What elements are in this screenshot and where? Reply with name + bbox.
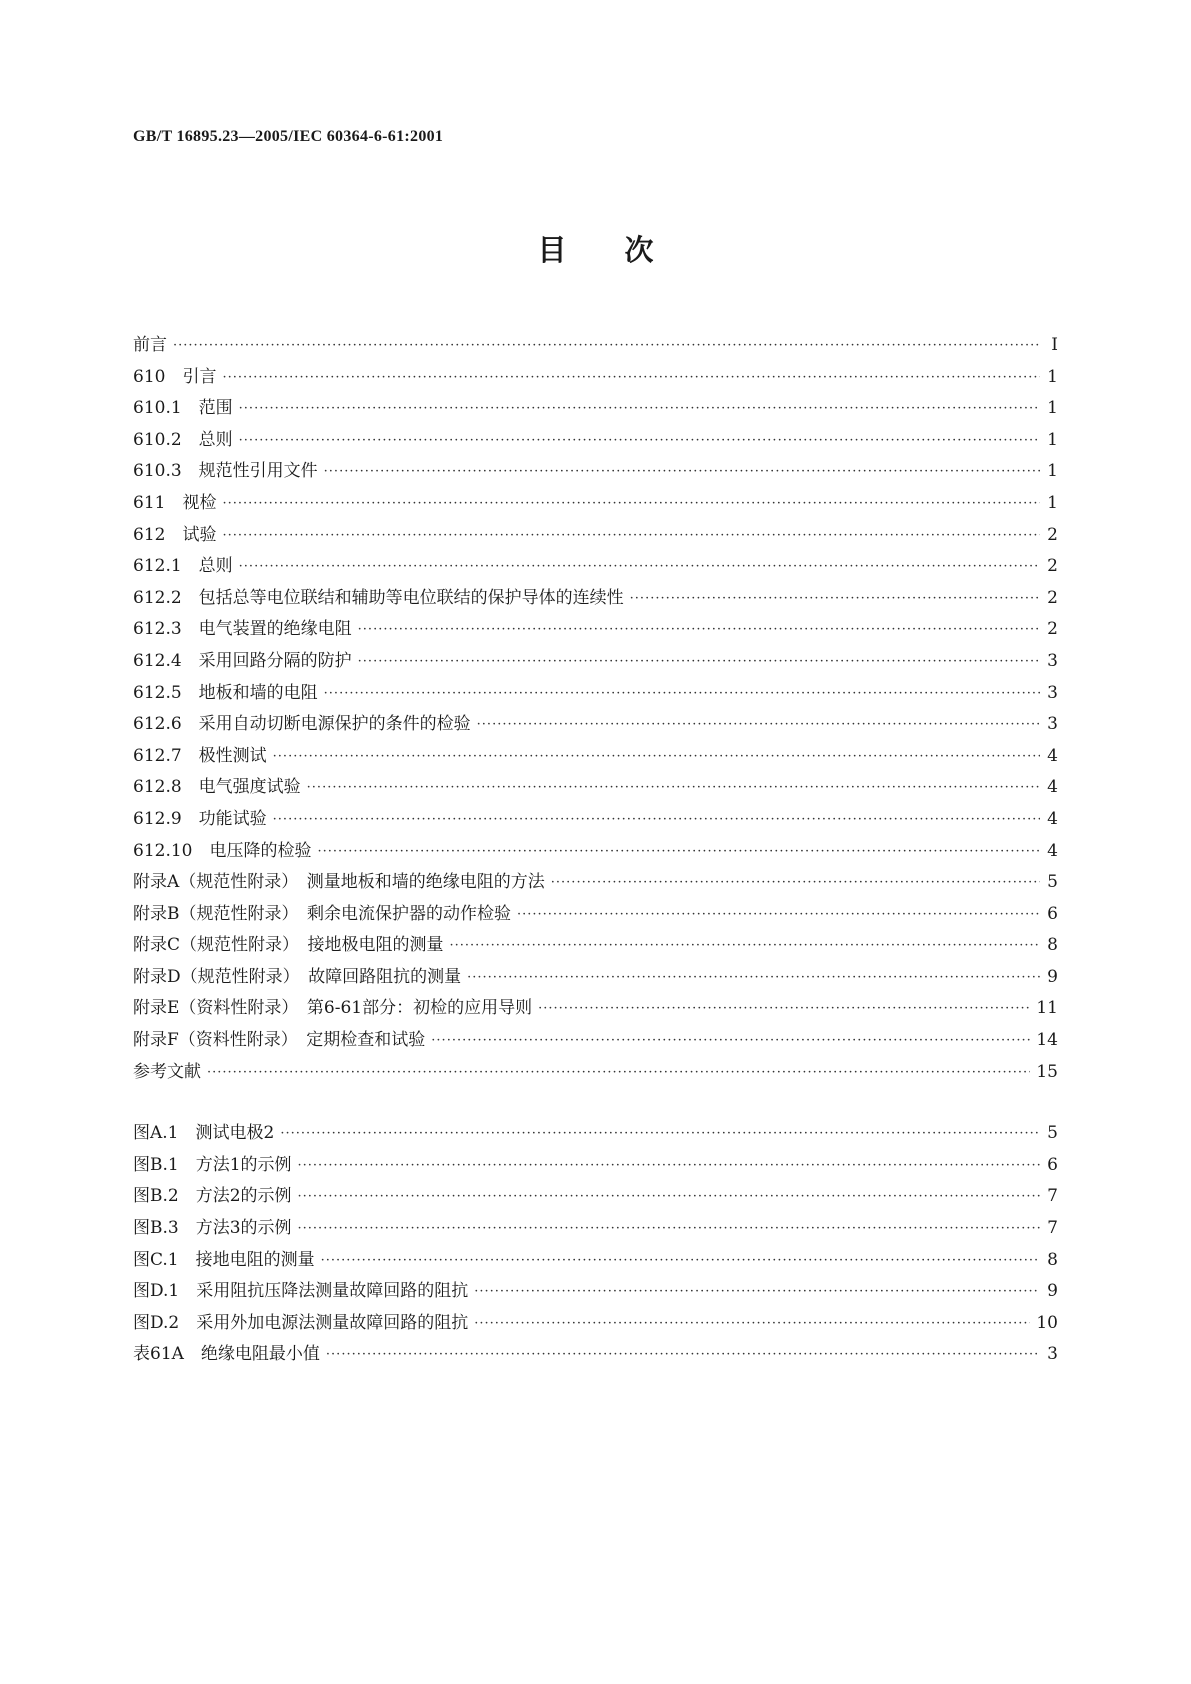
toc-entry-label: 612.3 电气装置的绝缘电阻	[133, 619, 352, 640]
toc-entry-label: 参考文献	[133, 1061, 201, 1082]
toc-entry-page: 2	[1047, 524, 1058, 545]
toc-entry-page: 7	[1047, 1186, 1058, 1207]
dot-leader	[551, 867, 1040, 899]
toc-section-entry[interactable]	[133, 646, 1058, 678]
dot-leader	[517, 899, 1040, 931]
toc-entry-page: 10	[1036, 1312, 1058, 1333]
toc-entry-page: 4	[1047, 808, 1058, 829]
toc-entry-label: 612 试验	[133, 524, 217, 545]
toc-entry-label: 图B.1 方法1的示例	[133, 1154, 292, 1175]
toc-entry-page: 1	[1047, 398, 1058, 419]
toc-figure-entry[interactable]	[133, 1339, 1058, 1371]
toc-figure-entry[interactable]	[133, 1308, 1058, 1340]
toc-entry-label: 附录E（资料性附录） 第6-61部分：初检的应用导则	[133, 998, 533, 1019]
toc-entry-page: 6	[1047, 903, 1058, 924]
page-title: 目次	[537, 233, 712, 267]
dot-leader	[298, 1150, 1040, 1182]
toc-divider-gap	[133, 1088, 1058, 1118]
toc-entry-label: 图D.1 采用阻抗压降法测量故障回路的阻抗	[133, 1281, 469, 1302]
toc-entry-page: 3	[1047, 1344, 1058, 1365]
toc-entry-label: 612.1 总则	[133, 556, 233, 577]
toc-entry-label: 611 视检	[133, 492, 217, 513]
toc-entry-label: 610.2 总则	[133, 429, 233, 450]
toc-entry-label: 610.1 范围	[133, 398, 233, 419]
toc-entry-page: 8	[1047, 935, 1058, 956]
toc-section-entry[interactable]	[133, 930, 1058, 962]
toc-sections	[133, 330, 1058, 1088]
toc-section-entry[interactable]	[133, 362, 1058, 394]
toc-figure-entry[interactable]	[133, 1181, 1058, 1213]
toc-entry-label: 附录F（资料性附录） 定期检查和试验	[133, 1030, 426, 1051]
toc-entry-page: 3	[1047, 682, 1058, 703]
toc-section-entry[interactable]	[133, 993, 1058, 1025]
toc-entry-page: 1	[1047, 366, 1058, 387]
toc-entry-page: 5	[1047, 1123, 1058, 1144]
toc-entry-label: 610 引言	[133, 366, 217, 387]
dot-leader	[239, 551, 1040, 583]
toc-section-entry[interactable]	[133, 899, 1058, 931]
toc-entry-page: Ⅰ	[1051, 335, 1058, 355]
dot-leader	[467, 962, 1040, 994]
dot-leader	[358, 614, 1040, 646]
dot-leader	[431, 1025, 1030, 1057]
dot-leader	[324, 456, 1040, 488]
toc-entry-label: 612.2 包括总等电位联结和辅助等电位联结的保护导体的连续性	[133, 587, 624, 608]
toc-section-entry[interactable]	[133, 425, 1058, 457]
toc-entry-label: 图B.3 方法3的示例	[133, 1218, 292, 1239]
toc-entry-label: 612.4 采用回路分隔的防护	[133, 650, 352, 671]
dot-leader	[324, 678, 1040, 710]
dot-leader	[239, 425, 1040, 457]
toc-entry-page: 2	[1047, 619, 1058, 640]
toc-entry-page: 2	[1047, 587, 1058, 608]
toc-entry-page: 11	[1036, 998, 1058, 1019]
toc-entry-page: 3	[1047, 650, 1058, 671]
toc-section-entry[interactable]	[133, 393, 1058, 425]
toc-entry-label: 表61A 绝缘电阻最小值	[133, 1344, 320, 1365]
dot-leader	[298, 1213, 1040, 1245]
dot-leader	[630, 583, 1040, 615]
dot-leader	[538, 993, 1030, 1025]
toc-entry-page: 8	[1047, 1249, 1058, 1270]
toc-section-entry[interactable]	[133, 583, 1058, 615]
toc-figure-entry[interactable]	[133, 1276, 1058, 1308]
dot-leader	[222, 362, 1040, 394]
standard-number: GB/T 16895.23—2005/IEC 60364-6-61:2001	[133, 128, 444, 145]
toc-entry-page: 9	[1047, 1281, 1058, 1302]
dot-leader	[450, 930, 1040, 962]
toc-entry-page: 9	[1047, 966, 1058, 987]
dot-leader	[358, 646, 1040, 678]
toc-entry-page: 6	[1047, 1154, 1058, 1175]
toc-entry-page: 5	[1047, 872, 1058, 893]
dot-leader	[298, 1181, 1040, 1213]
toc-section-entry[interactable]	[133, 1057, 1058, 1089]
toc-section-entry[interactable]	[133, 709, 1058, 741]
dot-leader	[239, 393, 1040, 425]
toc-entry-label: 图C.1 接地电阻的测量	[133, 1249, 315, 1270]
dot-leader	[321, 1245, 1040, 1277]
toc-entry-label: 612.8 电气强度试验	[133, 777, 301, 798]
toc-entry-page: 4	[1047, 840, 1058, 861]
toc-section-entry[interactable]	[133, 614, 1058, 646]
toc-entry-label: 612.6 采用自动切断电源保护的条件的检验	[133, 714, 471, 735]
dot-leader	[317, 836, 1040, 868]
dot-leader	[222, 488, 1040, 520]
dot-leader	[273, 741, 1040, 773]
dot-leader	[273, 804, 1040, 836]
toc-entry-label: 610.3 规范性引用文件	[133, 461, 318, 482]
toc-figure-entry[interactable]	[133, 1150, 1058, 1182]
toc-entry-page: 1	[1047, 429, 1058, 450]
toc-entry-page: 4	[1047, 777, 1058, 798]
toc-entry-page: 1	[1047, 492, 1058, 513]
toc-section-entry[interactable]	[133, 741, 1058, 773]
toc-section-entry[interactable]	[133, 1025, 1058, 1057]
toc-section-entry[interactable]	[133, 678, 1058, 710]
toc-section-entry[interactable]	[133, 962, 1058, 994]
toc-figure-entry[interactable]	[133, 1213, 1058, 1245]
toc-entry-label: 附录C（规范性附录） 接地极电阻的测量	[133, 935, 444, 956]
toc-section-entry[interactable]	[133, 488, 1058, 520]
toc-entry-page: 15	[1036, 1061, 1058, 1082]
toc-entry-page: 1	[1047, 461, 1058, 482]
dot-leader	[307, 772, 1040, 804]
toc-entry-label: 图A.1 测试电极2	[133, 1123, 275, 1144]
toc-entry-label: 附录D（规范性附录） 故障回路阻抗的测量	[133, 966, 462, 987]
toc-section-entry[interactable]	[133, 867, 1058, 899]
dot-leader	[280, 1118, 1040, 1150]
toc-section-entry[interactable]	[133, 804, 1058, 836]
dot-leader	[207, 1057, 1030, 1089]
toc-entry-page: 4	[1047, 745, 1058, 766]
dot-leader	[474, 1276, 1040, 1308]
toc-figures	[133, 1118, 1058, 1371]
dot-leader	[477, 709, 1040, 741]
toc-entry-label: 612.5 地板和墙的电阻	[133, 682, 318, 703]
dot-leader	[326, 1339, 1040, 1371]
toc-section-entry[interactable]	[133, 836, 1058, 868]
toc-section-entry[interactable]	[133, 456, 1058, 488]
toc-section-entry[interactable]	[133, 551, 1058, 583]
toc-entry-label: 附录A（规范性附录） 测量地板和墙的绝缘电阻的方法	[133, 872, 545, 893]
dot-leader	[222, 520, 1040, 552]
toc-entry-label: 612.9 功能试验	[133, 808, 267, 829]
toc-figure-entry[interactable]	[133, 1118, 1058, 1150]
toc-entry-label: 图B.2 方法2的示例	[133, 1186, 292, 1207]
toc-entry-page: 2	[1047, 556, 1058, 577]
toc-entry-label: 附录B（规范性附录） 剩余电流保护器的动作检验	[133, 903, 511, 924]
toc-entry-page: 7	[1047, 1218, 1058, 1239]
dot-leader	[474, 1308, 1030, 1340]
toc-entry-label: 前言	[133, 335, 167, 355]
toc-entry-page: 14	[1036, 1030, 1058, 1051]
toc-section-entry[interactable]	[133, 520, 1058, 552]
dot-leader	[173, 330, 1040, 362]
table-of-contents	[133, 330, 1058, 1371]
toc-entry-label: 612.10 电压降的检验	[133, 840, 312, 861]
toc-section-entry[interactable]	[133, 330, 1058, 362]
toc-figure-entry[interactable]	[133, 1245, 1058, 1277]
toc-entry-label: 612.7 极性测试	[133, 745, 267, 766]
toc-section-entry[interactable]	[133, 772, 1058, 804]
toc-entry-page: 3	[1047, 714, 1058, 735]
toc-entry-label: 图D.2 采用外加电源法测量故障回路的阻抗	[133, 1312, 469, 1333]
